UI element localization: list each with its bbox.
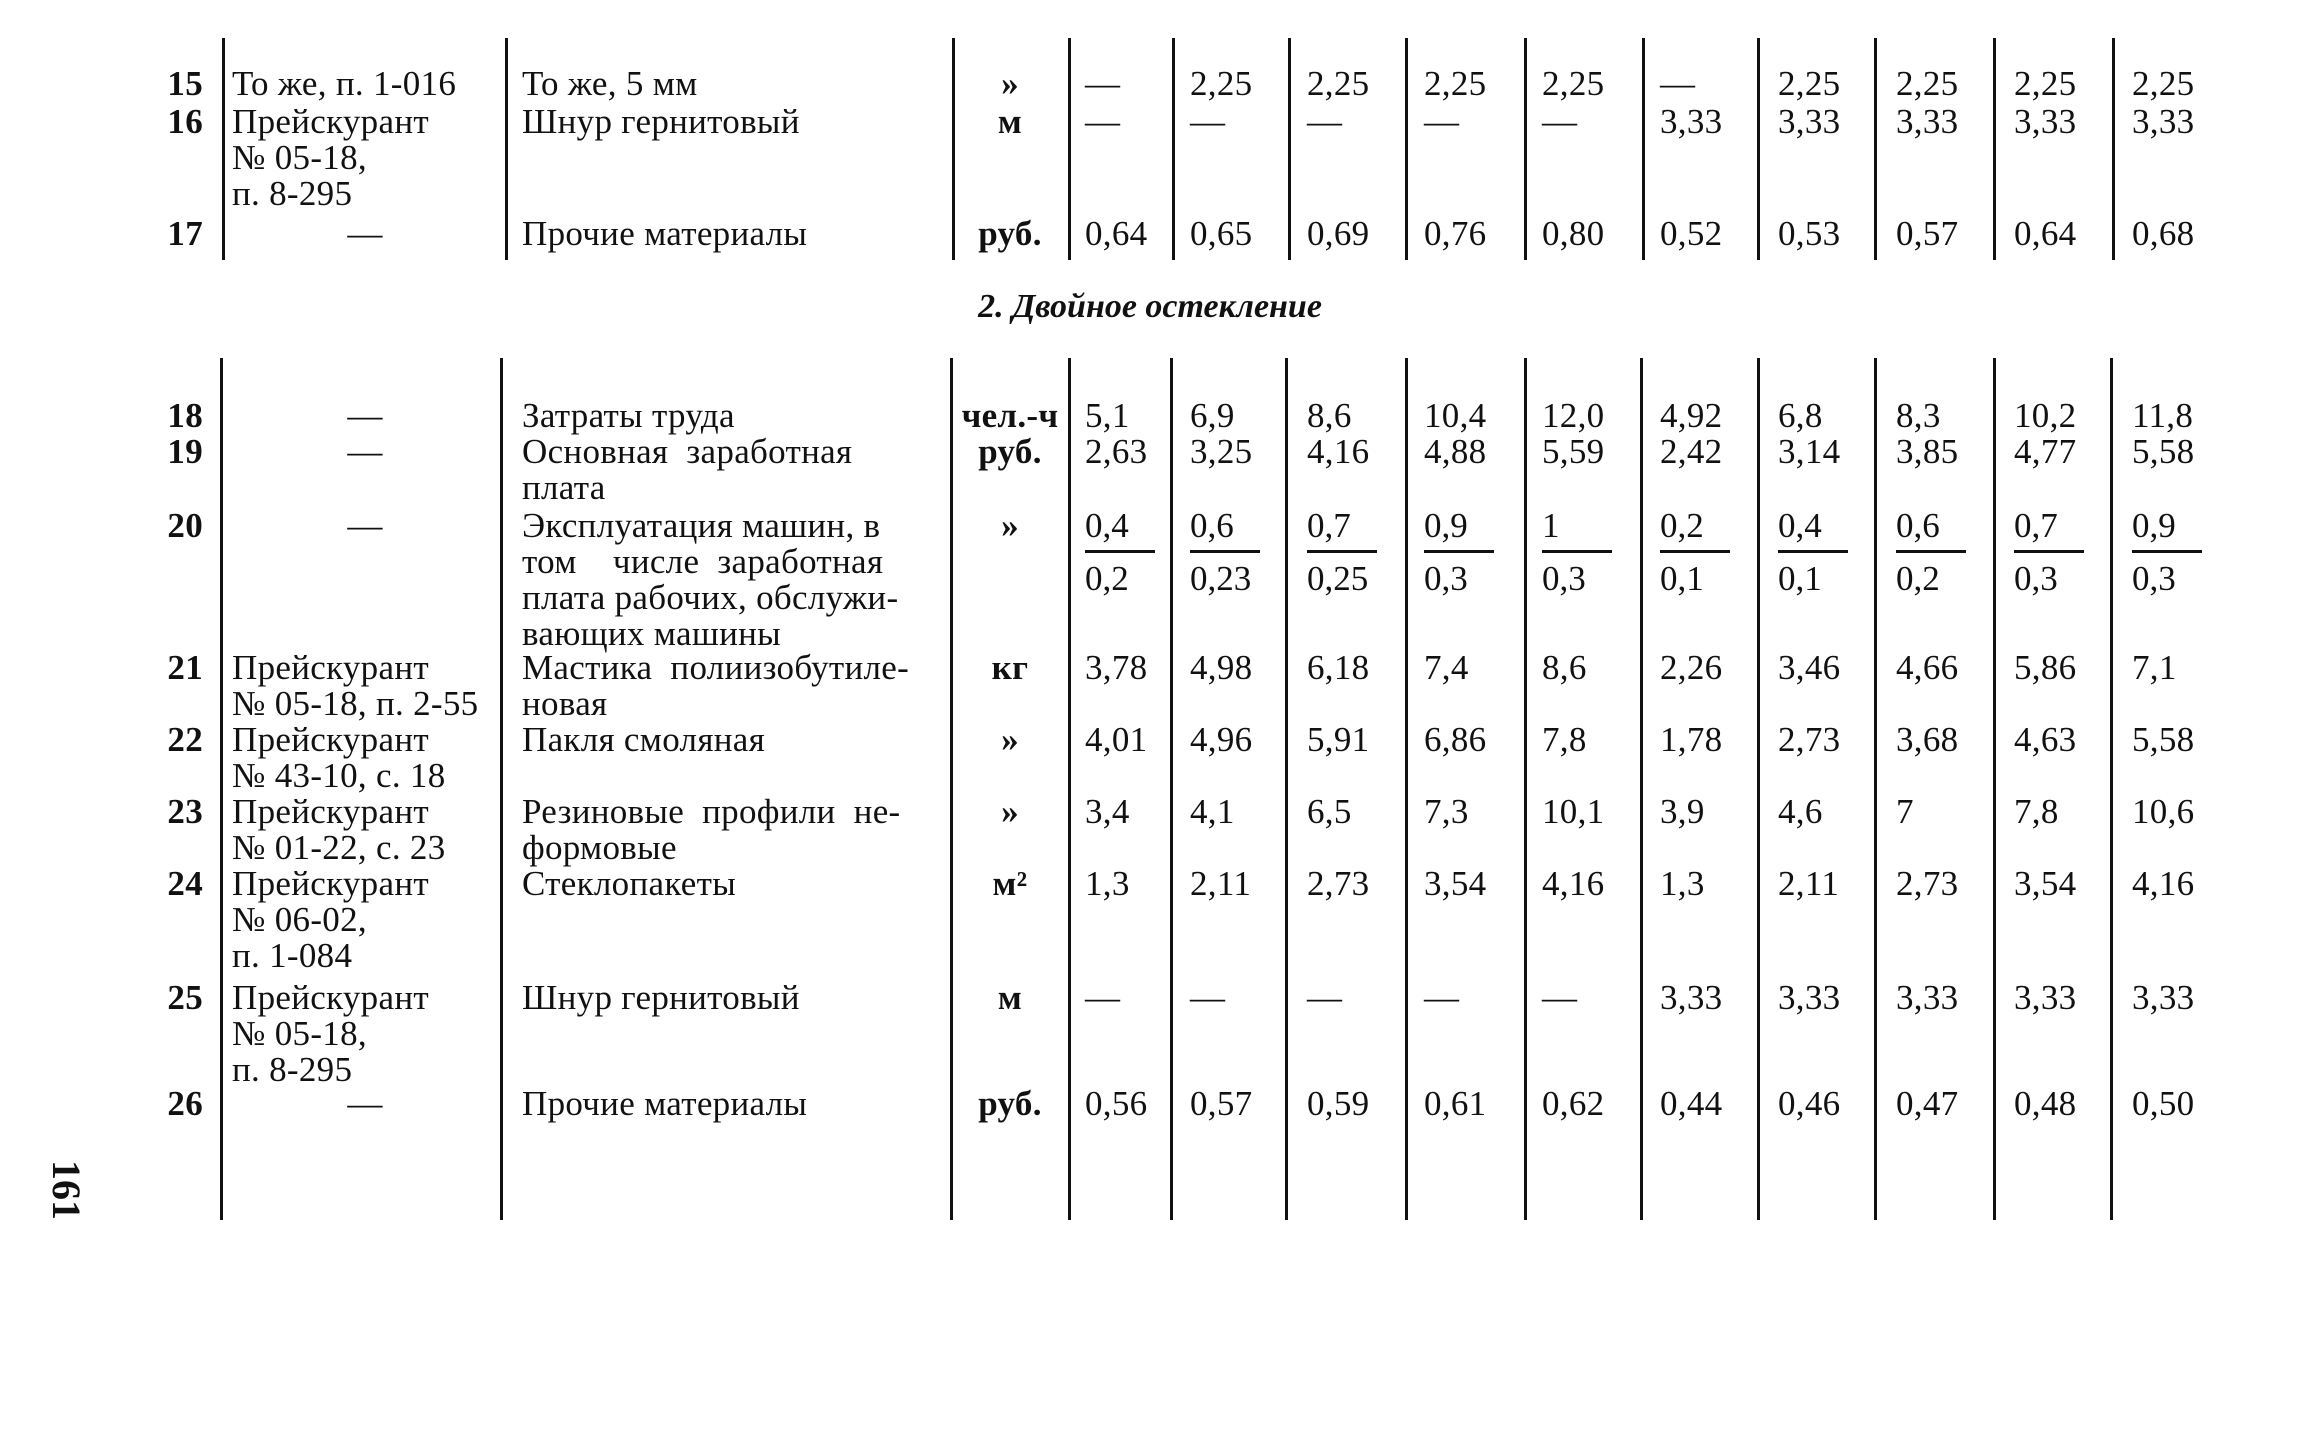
- value-cell: 3,9: [1660, 792, 1705, 831]
- value-cell: 0,80: [1542, 214, 1605, 253]
- fraction-numerator: 0,6: [1190, 508, 1260, 553]
- value-cell: 0,47: [1896, 1084, 1959, 1123]
- source-reference: Прейскурант № 01-22, с. 23: [232, 792, 446, 867]
- row-number: 19: [167, 432, 203, 471]
- value-cell: 6,18: [1307, 648, 1370, 687]
- column-rule: [1285, 358, 1288, 1220]
- value-cell: 6,9: [1190, 396, 1235, 435]
- value-cell: 0,56: [1085, 1084, 1148, 1123]
- value-cell: 10,4: [1424, 396, 1487, 435]
- unit: м: [997, 102, 1023, 141]
- fraction-value: [2014, 508, 2084, 597]
- value-cell: 10,6: [2132, 792, 2195, 831]
- value-cell: —: [1424, 102, 1460, 141]
- material-name: Шнур гернитовый: [522, 102, 800, 141]
- column-rule: [1068, 358, 1071, 1220]
- value-cell: 2,25: [2014, 64, 2077, 103]
- source-reference: То же, п. 1-016: [232, 64, 457, 103]
- row-number: 24: [167, 864, 203, 903]
- unit: чел.-ч: [961, 396, 1059, 435]
- value-cell: 10,1: [1542, 792, 1605, 831]
- value-cell: 4,16: [2132, 864, 2195, 903]
- column-rule: [1170, 358, 1173, 1220]
- value-cell: —: [1190, 102, 1226, 141]
- value-cell: 5,86: [2014, 648, 2077, 687]
- value-cell: 7,4: [1424, 648, 1469, 687]
- value-cell: 3,33: [1896, 978, 1959, 1017]
- fraction-numerator: 0,7: [1307, 508, 1377, 553]
- unit: м²: [992, 864, 1028, 903]
- value-cell: 0,69: [1307, 214, 1370, 253]
- unit: »: [1001, 720, 1019, 759]
- row-number: 22: [167, 720, 203, 759]
- value-cell: 3,33: [2014, 978, 2077, 1017]
- value-cell: 3,33: [1896, 102, 1959, 141]
- value-cell: 0,65: [1190, 214, 1253, 253]
- fraction-denominator: 0,3: [2132, 559, 2176, 598]
- column-rule: [220, 358, 223, 1220]
- column-rule: [2110, 358, 2113, 1220]
- value-cell: 7,8: [2014, 792, 2059, 831]
- fraction-numerator: 0,4: [1778, 508, 1848, 553]
- value-cell: 0,62: [1542, 1084, 1605, 1123]
- value-cell: 4,1: [1190, 792, 1235, 831]
- value-cell: 4,6: [1778, 792, 1823, 831]
- value-cell: 2,42: [1660, 432, 1723, 471]
- value-cell: 0,57: [1190, 1084, 1253, 1123]
- material-name: Мастика полиизобутиле- новая: [522, 648, 910, 723]
- column-rule: [1874, 358, 1877, 1220]
- material-name: Основная заработная плата: [522, 432, 853, 507]
- value-cell: 2,25: [1896, 64, 1959, 103]
- value-cell: 11,8: [2132, 396, 2194, 435]
- material-name: Эксплуатация машин, в том числе заработная плата рабочих, обслужи- вающих машины: [522, 506, 899, 653]
- fraction-denominator: 0,23: [1190, 559, 1252, 598]
- value-cell: 3,33: [1660, 102, 1723, 141]
- value-cell: 1,3: [1085, 864, 1130, 903]
- fraction-value: [1778, 508, 1848, 597]
- material-name: Стеклопакеты: [522, 864, 737, 903]
- source-reference: —: [347, 214, 383, 253]
- value-cell: —: [1085, 978, 1121, 1017]
- value-cell: 3,78: [1085, 648, 1148, 687]
- value-cell: 5,91: [1307, 720, 1370, 759]
- value-cell: 0,76: [1424, 214, 1487, 253]
- column-rule: [1288, 38, 1291, 260]
- column-rule: [1405, 358, 1408, 1220]
- value-cell: 7: [1896, 792, 1914, 831]
- row-number: 26: [167, 1084, 203, 1123]
- fraction-numerator: 0,2: [1660, 508, 1730, 553]
- material-name: Пакля смоляная: [522, 720, 765, 759]
- value-cell: 0,52: [1660, 214, 1723, 253]
- value-cell: —: [1424, 978, 1460, 1017]
- value-cell: 3,33: [2014, 102, 2077, 141]
- material-name: То же, 5 мм: [522, 64, 698, 103]
- value-cell: 2,25: [2132, 64, 2195, 103]
- column-rule: [1642, 38, 1645, 260]
- unit: м: [997, 978, 1023, 1017]
- column-rule: [1993, 38, 1996, 260]
- fraction-denominator: 0,2: [1896, 559, 1940, 598]
- value-cell: 2,25: [1307, 64, 1370, 103]
- value-cell: 0,68: [2132, 214, 2195, 253]
- column-rule: [500, 358, 503, 1220]
- column-rule: [950, 358, 953, 1220]
- value-cell: 1,78: [1660, 720, 1723, 759]
- column-rule: [1757, 38, 1760, 260]
- column-rule: [1524, 358, 1527, 1220]
- value-cell: 2,73: [1896, 864, 1959, 903]
- row-number: 15: [167, 64, 203, 103]
- value-cell: 3,14: [1778, 432, 1841, 471]
- material-name: Резиновые профили не- формовые: [522, 792, 901, 867]
- value-cell: 5,59: [1542, 432, 1605, 471]
- source-reference: Прейскурант № 05-18, п. 8-295: [232, 978, 429, 1089]
- value-cell: 0,57: [1896, 214, 1959, 253]
- value-cell: 3,33: [1660, 978, 1723, 1017]
- fraction-denominator: 0,2: [1085, 559, 1129, 598]
- value-cell: 2,25: [1424, 64, 1487, 103]
- value-cell: 2,73: [1307, 864, 1370, 903]
- value-cell: 0,46: [1778, 1084, 1841, 1123]
- value-cell: 2,63: [1085, 432, 1148, 471]
- value-cell: 5,1: [1085, 396, 1130, 435]
- value-cell: 0,64: [1085, 214, 1148, 253]
- value-cell: 4,88: [1424, 432, 1487, 471]
- material-name: Прочие материалы: [522, 1084, 808, 1123]
- source-reference: Прейскурант № 06-02, п. 1-084: [232, 864, 429, 975]
- column-rule: [1874, 38, 1877, 260]
- column-rule: [952, 38, 955, 260]
- value-cell: 4,92: [1660, 396, 1723, 435]
- fraction-value: [1660, 508, 1730, 597]
- value-cell: 2,25: [1778, 64, 1841, 103]
- fraction-denominator: 0,1: [1660, 559, 1704, 598]
- fraction-value: [1190, 508, 1260, 597]
- fraction-value: [1307, 508, 1377, 597]
- fraction-value: [1542, 508, 1612, 597]
- column-rule: [505, 38, 508, 260]
- row-number: 18: [167, 396, 203, 435]
- column-rule: [1640, 358, 1643, 1220]
- fraction-numerator: 0,9: [1424, 508, 1494, 553]
- fraction-numerator: 0,9: [2132, 508, 2202, 553]
- value-cell: 3,54: [2014, 864, 2077, 903]
- value-cell: 2,26: [1660, 648, 1723, 687]
- source-reference: —: [347, 396, 383, 435]
- value-cell: 3,33: [1778, 978, 1841, 1017]
- value-cell: —: [1190, 978, 1226, 1017]
- column-rule: [1068, 38, 1071, 260]
- material-name: Прочие материалы: [522, 214, 808, 253]
- page-number: 161: [44, 1160, 89, 1220]
- column-rule: [222, 38, 225, 260]
- column-rule: [1757, 358, 1760, 1220]
- value-cell: 10,2: [2014, 396, 2077, 435]
- value-cell: 4,16: [1307, 432, 1370, 471]
- value-cell: 0,44: [1660, 1084, 1723, 1123]
- value-cell: 5,58: [2132, 432, 2195, 471]
- unit: »: [1001, 506, 1019, 545]
- fraction-numerator: 0,6: [1896, 508, 1966, 553]
- source-reference: —: [347, 1084, 383, 1123]
- source-reference: Прейскурант № 43-10, с. 18: [232, 720, 446, 795]
- source-reference: Прейскурант № 05-18, п. 8-295: [232, 102, 429, 213]
- source-reference: Прейскурант № 05-18, п. 2-55: [232, 648, 479, 723]
- material-name: Шнур гернитовый: [522, 978, 800, 1017]
- value-cell: 6,8: [1778, 396, 1823, 435]
- value-cell: 1,3: [1660, 864, 1705, 903]
- value-cell: 6,86: [1424, 720, 1487, 759]
- value-cell: 2,25: [1542, 64, 1605, 103]
- value-cell: 2,25: [1190, 64, 1253, 103]
- row-number: 21: [167, 648, 203, 687]
- row-number: 20: [167, 506, 203, 545]
- value-cell: 4,63: [2014, 720, 2077, 759]
- unit: руб.: [978, 1084, 1042, 1123]
- column-rule: [1524, 38, 1527, 260]
- value-cell: —: [1307, 978, 1343, 1017]
- value-cell: 8,6: [1307, 396, 1352, 435]
- unit: руб.: [978, 432, 1042, 471]
- unit: »: [1001, 792, 1019, 831]
- fraction-denominator: 0,3: [1542, 559, 1586, 598]
- value-cell: 8,6: [1542, 648, 1587, 687]
- fraction-numerator: 0,7: [2014, 508, 2084, 553]
- section-title: 2. Двойное остекление: [978, 288, 1322, 325]
- value-cell: 2,73: [1778, 720, 1841, 759]
- fraction-denominator: 0,3: [1424, 559, 1468, 598]
- fraction-numerator: 1: [1542, 508, 1612, 553]
- fraction-numerator: 0,4: [1085, 508, 1155, 553]
- fraction-value: [1896, 508, 1966, 597]
- column-rule: [1993, 358, 1996, 1220]
- value-cell: 4,98: [1190, 648, 1253, 687]
- fraction-denominator: 0,3: [2014, 559, 2058, 598]
- value-cell: 3,4: [1085, 792, 1130, 831]
- source-reference: —: [347, 432, 383, 471]
- value-cell: 0,59: [1307, 1084, 1370, 1123]
- value-cell: 4,96: [1190, 720, 1253, 759]
- unit: руб.: [978, 214, 1042, 253]
- column-rule: [2112, 38, 2115, 260]
- value-cell: —: [1542, 978, 1578, 1017]
- value-cell: —: [1660, 64, 1696, 103]
- value-cell: 2,11: [1190, 864, 1252, 903]
- row-number: 17: [167, 214, 203, 253]
- value-cell: —: [1542, 102, 1578, 141]
- value-cell: —: [1085, 102, 1121, 141]
- fraction-value: [1085, 508, 1155, 597]
- value-cell: 6,5: [1307, 792, 1352, 831]
- fraction-denominator: 0,25: [1307, 559, 1369, 598]
- row-number: 16: [167, 102, 203, 141]
- value-cell: 7,3: [1424, 792, 1469, 831]
- value-cell: 3,54: [1424, 864, 1487, 903]
- value-cell: 3,85: [1896, 432, 1959, 471]
- value-cell: 3,33: [2132, 102, 2195, 141]
- fraction-denominator: 0,1: [1778, 559, 1822, 598]
- value-cell: 4,77: [2014, 432, 2077, 471]
- value-cell: 5,58: [2132, 720, 2195, 759]
- value-cell: —: [1085, 64, 1121, 103]
- value-cell: 0,64: [2014, 214, 2077, 253]
- value-cell: 7,1: [2132, 648, 2177, 687]
- fraction-value: [1424, 508, 1494, 597]
- value-cell: 3,33: [1778, 102, 1841, 141]
- value-cell: 0,48: [2014, 1084, 2077, 1123]
- value-cell: 0,53: [1778, 214, 1841, 253]
- value-cell: 4,16: [1542, 864, 1605, 903]
- value-cell: 3,46: [1778, 648, 1841, 687]
- value-cell: 4,66: [1896, 648, 1959, 687]
- value-cell: 7,8: [1542, 720, 1587, 759]
- value-cell: 8,3: [1896, 396, 1941, 435]
- material-name: Затраты труда: [522, 396, 735, 435]
- value-cell: 2,11: [1778, 864, 1840, 903]
- source-reference: —: [347, 506, 383, 545]
- value-cell: 4,01: [1085, 720, 1148, 759]
- unit: кг: [991, 648, 1029, 687]
- fraction-value: [2132, 508, 2202, 597]
- value-cell: 12,0: [1542, 396, 1605, 435]
- value-cell: 0,50: [2132, 1084, 2195, 1123]
- value-cell: 0,61: [1424, 1084, 1487, 1123]
- value-cell: 3,33: [2132, 978, 2195, 1017]
- column-rule: [1172, 38, 1175, 260]
- value-cell: 3,25: [1190, 432, 1253, 471]
- column-rule: [1405, 38, 1408, 260]
- value-cell: —: [1307, 102, 1343, 141]
- value-cell: 3,68: [1896, 720, 1959, 759]
- unit: »: [1001, 64, 1019, 103]
- row-number: 23: [167, 792, 203, 831]
- row-number: 25: [167, 978, 203, 1017]
